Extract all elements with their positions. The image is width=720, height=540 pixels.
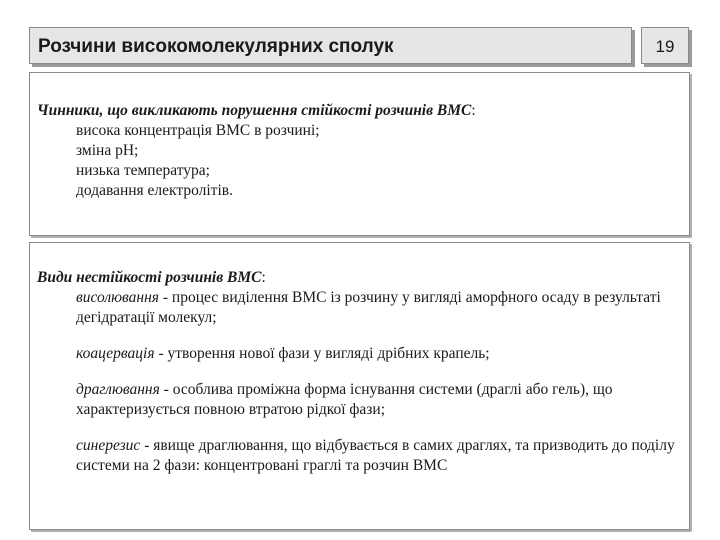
factors-panel: [29, 72, 690, 236]
slide-title-bar: [29, 27, 632, 64]
factor-item: висока концентрація ВМС в розчині;: [76, 122, 320, 139]
definition-gelation: [37, 380, 681, 420]
definition-coacervation: [37, 344, 681, 364]
definition-syneresis: [37, 436, 681, 476]
instability-heading-line: [37, 268, 681, 288]
factor-item: низька температура;: [76, 162, 210, 179]
factors-content: [37, 101, 681, 201]
factors-heading: Чинники, що викликають порушення стійкості розчинів ВМС: [37, 102, 472, 119]
page-number: 19: [641, 27, 689, 64]
definition-text: - особлива проміжна форма існування системи (драглі або гель), що характеризується повною втратою рідкої фази;: [76, 381, 613, 418]
definition-salting-out: [37, 288, 681, 328]
instability-content: [37, 268, 681, 476]
instability-heading-colon: :: [261, 269, 266, 286]
definition-term: синерезис: [76, 437, 141, 454]
definition-text: - утворення нової фази у вигляді дрібних крапель;: [154, 345, 490, 362]
factors-heading-line: [37, 101, 681, 121]
factor-item: додавання електролітів.: [76, 182, 233, 199]
factors-heading-colon: :: [471, 102, 476, 119]
definition-term: коацервація: [76, 345, 155, 362]
instability-heading: Види нестійкості розчинів ВМС: [37, 269, 262, 286]
definition-text: - явище драглювання, що відбувається в самих драглях, та призводить до поділу системи на 2 фази: концентровані граглі та розчин ВМС: [76, 437, 675, 474]
slide-title: Розчини високомолекулярних сполук: [38, 36, 394, 57]
instability-panel: [29, 242, 690, 530]
definition-term: драглювання: [76, 381, 160, 398]
factor-item: зміна рН;: [76, 142, 139, 159]
definition-text: - процес виділення ВМС із розчину у вигляді аморфного осаду в результаті дегідратації молекул;: [76, 289, 661, 326]
definition-term: висолювання: [76, 289, 159, 306]
